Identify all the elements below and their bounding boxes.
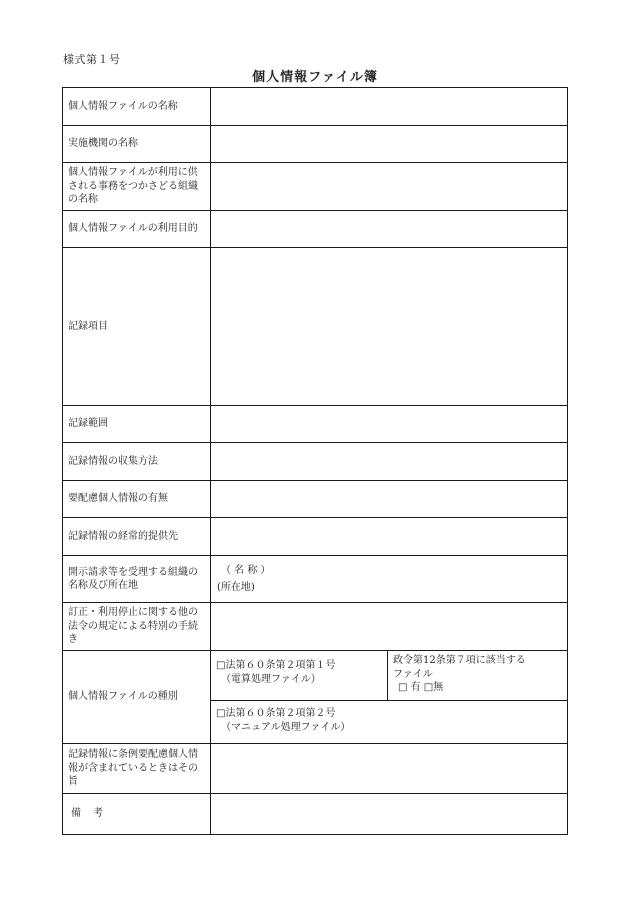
disclosure-organization-value[interactable]	[211, 556, 568, 603]
agency-name-value[interactable]	[211, 126, 568, 163]
record-scope-value[interactable]	[211, 406, 568, 443]
table-row	[63, 518, 568, 556]
table-row	[63, 248, 568, 406]
row-label-regular-recipients: 記録情報の経常的提供先	[63, 518, 211, 556]
row-label-sensitive-info: 要配慮個人情報の有無	[63, 481, 211, 518]
row-label-organization-name: 個人情報ファイルが利用に供される事務をつかさどる組織の名称	[63, 163, 211, 211]
table-row	[63, 88, 568, 126]
table-row	[63, 603, 568, 651]
personal-info-file-register-table	[62, 87, 568, 835]
ordinance-yes-no-checkboxes[interactable]: □ 有 □無	[398, 682, 444, 693]
row-label-ordinance-sensitive-info: 記録情報に条例要配慮個人情報が含まれているときはその旨	[63, 744, 211, 794]
row-label-file-name: 個人情報ファイルの名称	[63, 88, 211, 126]
table-row	[63, 443, 568, 481]
table-row	[63, 406, 568, 443]
name-label: （ 名 称 ）	[221, 564, 271, 576]
table-row	[63, 163, 568, 211]
row-label-disclosure-organization: 開示請求等を受理する組織の名称及び所在地	[63, 556, 211, 603]
manual-processing-option[interactable]	[211, 701, 568, 744]
purpose-value[interactable]	[211, 211, 568, 248]
row-label-record-items: 記録項目	[63, 248, 211, 406]
record-items-value[interactable]	[211, 248, 568, 406]
location-label: (所在地)	[217, 582, 255, 593]
collection-method-value[interactable]	[211, 443, 568, 481]
regular-recipients-value[interactable]	[211, 518, 568, 556]
ordinance-sensitive-info-value[interactable]	[211, 744, 568, 794]
table-row	[63, 794, 568, 835]
table-row	[63, 126, 568, 163]
organization-name-value[interactable]	[211, 163, 568, 211]
row-label-purpose: 個人情報ファイルの利用目的	[63, 211, 211, 248]
sensitive-info-value[interactable]	[211, 481, 568, 518]
table-row	[63, 481, 568, 518]
computer-processing-option[interactable]	[211, 651, 388, 701]
row-label-record-scope: 記録範囲	[63, 406, 211, 443]
option-computer-processing[interactable]: □法第６０条第２項第１号	[216, 660, 336, 671]
table-row	[63, 744, 568, 794]
option-manual-processing-desc: （マニュアル処理ファイル）	[221, 721, 351, 733]
form-number: 様式第１号	[63, 53, 121, 66]
ordinance-applicability-cell	[388, 651, 568, 701]
option-computer-processing-desc: （電算処理ファイル）	[221, 673, 321, 685]
table-row	[63, 556, 568, 603]
table-row	[63, 651, 568, 701]
document-title: 個人情報ファイル簿	[252, 70, 378, 85]
row-label-collection-method: 記録情報の収集方法	[63, 443, 211, 481]
table-row	[63, 211, 568, 248]
row-label-file-type: 個人情報ファイルの種別	[63, 651, 211, 744]
row-label-special-procedures: 訂正・利用停止に関する他の法令の規定による特別の手続き	[63, 603, 211, 651]
row-label-agency-name: 実施機関の名称	[63, 126, 211, 163]
ordinance-applicability-label: 政令第12条第７項に該当する	[393, 655, 526, 666]
remarks-value[interactable]	[211, 794, 568, 835]
row-label-remarks: 備 考	[63, 794, 211, 835]
file-name-value[interactable]	[211, 88, 568, 126]
option-manual-processing[interactable]: □法第６０条第２項第２号	[216, 708, 336, 719]
ordinance-applicability-label-2: ファイル	[393, 668, 433, 680]
special-procedures-value[interactable]	[211, 603, 568, 651]
